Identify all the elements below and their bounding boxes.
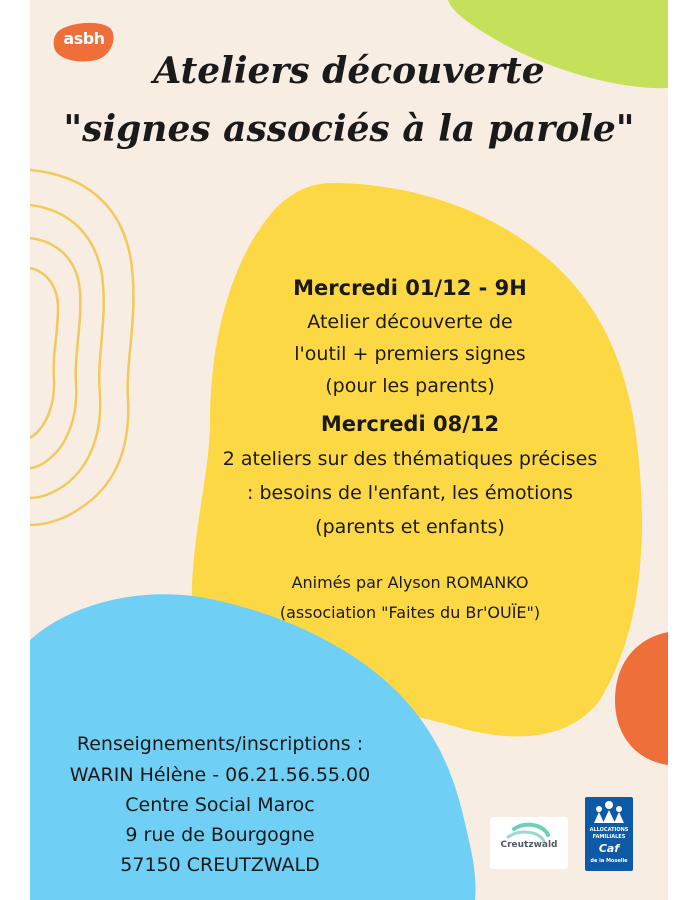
contact-venue: Centre Social Maroc — [125, 794, 315, 816]
caf-region: de la Moselle — [590, 858, 628, 864]
host-info — [170, 568, 650, 628]
session-2 — [170, 406, 650, 544]
session-1 — [170, 270, 650, 402]
caf-line-1: ALLOCATIONS — [589, 827, 629, 833]
creutzwald-logo-text: Creutzwald — [500, 840, 558, 850]
caf-line-2: FAMILIALES — [592, 834, 626, 840]
session-2-line-1: 2 ateliers sur des thématiques précises — [222, 448, 598, 470]
session-2-line-3: (parents et enfants) — [315, 516, 505, 538]
session-1-line-3: (pour les parents) — [325, 375, 495, 397]
orange-blob — [615, 632, 668, 765]
session-1-line-1: Atelier découverte de — [307, 311, 513, 333]
asbh-logo-text: asbh — [63, 29, 105, 48]
poster — [30, 0, 668, 900]
title-line-1: Ateliers découverte — [153, 50, 545, 92]
swirl-lines — [30, 170, 133, 525]
session-2-line-2: : besoins de l'enfant, les émotions — [247, 482, 573, 504]
session-2-date: Mercredi 08/12 — [320, 412, 500, 436]
caf-brand: Caf — [598, 842, 620, 855]
contact-city: 57150 CREUTZWALD — [120, 854, 320, 876]
host-line-2: (association "Faites du Br'OUÏE") — [279, 603, 541, 622]
session-1-date: Mercredi 01/12 - 9H — [293, 276, 527, 300]
title-line-2: "signes associés à la parole" — [63, 108, 635, 150]
contact-street: 9 rue de Bourgogne — [125, 824, 315, 846]
session-1-line-2: l'outil + premiers signes — [294, 343, 526, 365]
contact-heading: Renseignements/inscriptions : — [76, 733, 364, 755]
contact-info — [50, 728, 390, 880]
contact-person: WARIN Hélène - 06.21.56.55.00 — [69, 764, 371, 786]
host-line-1: Animés par Alyson ROMANKO — [291, 573, 529, 592]
caf-family-icon — [585, 797, 633, 827]
